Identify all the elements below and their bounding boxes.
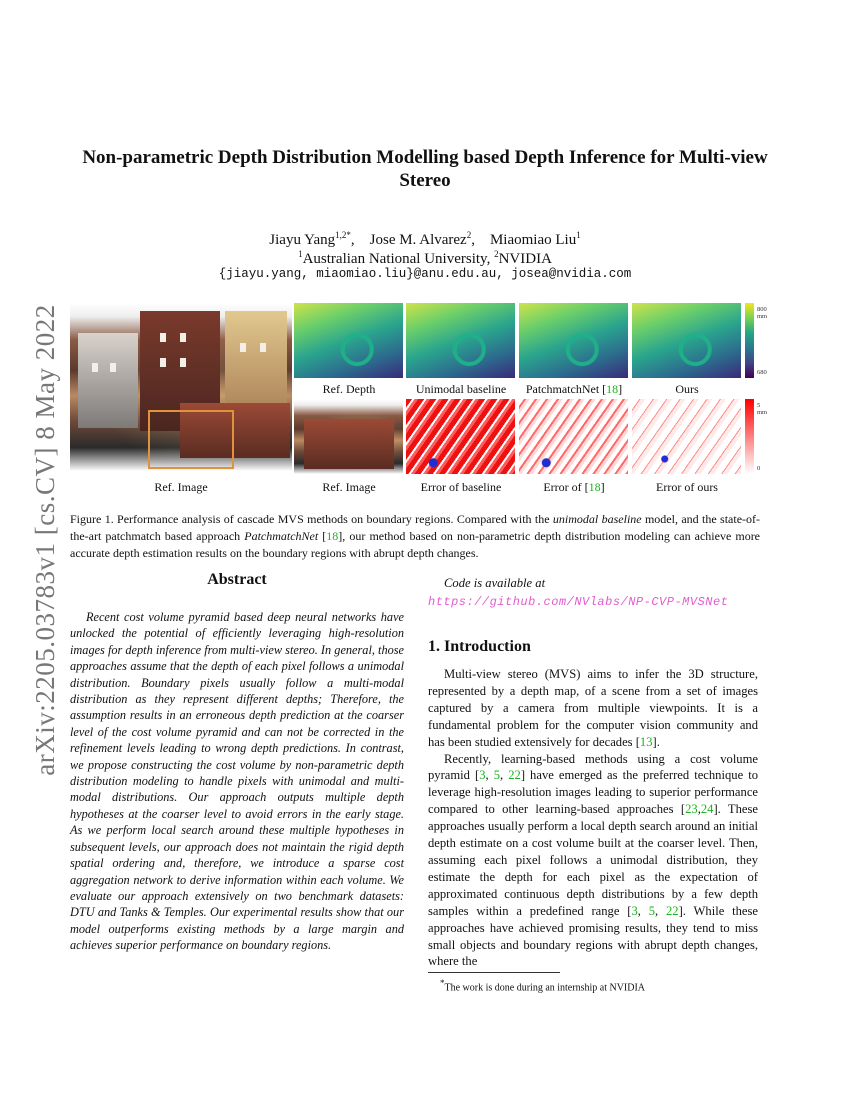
window-shape (240, 343, 246, 352)
unimodal-depth-map (406, 303, 515, 378)
author-emails: {jiayu.yang, miaomiao.liu}@anu.edu.au, josea@nvidia.com (218, 267, 632, 281)
citation-link[interactable]: 3 (479, 768, 486, 783)
label-unimodal: Unimodal baseline (415, 382, 507, 396)
label-ref-image: Ref. Image (154, 480, 208, 494)
affiliation-name: Australian National University, (302, 251, 491, 267)
caption-text: ], our method based on non-parametric depth distribution modeling can achieve more accurate depth estimation results on the boundary regions with abrupt depth changes. (70, 529, 761, 560)
intro-text: ]. These approaches usually perform a local depth search around an initial depth estimate on a cost volume built at the coarser level. Then, assuming each pixel follows a unimodal distribution, they estimate the depth for each pixel as the expectation of approximated continuous depth distributions by a few depth samples within a predefined range [ (428, 802, 758, 918)
colorbar-bottom: 0 (757, 465, 761, 472)
citation-link[interactable]: 13 (639, 734, 653, 749)
intro-text: ]. While these approaches have achieved promising results, they tend to miss small objects and boundary regions with abrupt depth changes, where the (428, 903, 758, 969)
intro-text: , (485, 768, 494, 783)
error-map-patchmatchnet (519, 399, 628, 474)
intro-text: , (655, 903, 666, 918)
footnote-text: The work is done during an internship at NVIDIA (444, 982, 646, 994)
intro-text: Recently, learning-based methods using a cost volume pyramid [ (428, 751, 758, 783)
highlight-box (148, 410, 234, 469)
caption-text: model, and the state-of-the-art patchmatch based approach (70, 512, 761, 543)
error-colorbar (745, 399, 754, 474)
intro-text: , (637, 903, 649, 918)
depth-colorbar (745, 303, 754, 378)
caption-italic: unimodal baseline (552, 512, 642, 526)
author-sup: 1 (576, 230, 581, 240)
window-shape (160, 333, 166, 342)
colorbar-unit: mm (757, 409, 768, 416)
author-list: Jiayu Yang$^{1,2*}$, Jose M. Alvarez$^2$, Miaomiao Liu$^1$ (269, 230, 581, 248)
label-patchmatchnet (519, 382, 629, 397)
citation-link[interactable]: 24 (700, 802, 714, 817)
intro-text: ] have emerged as the preferred technique to leverage high-resolution images leading to superior performance compared to other learning-based approaches [ (428, 768, 759, 817)
intro-text: ]. (652, 734, 660, 749)
window-shape (160, 358, 166, 367)
footnote-mark: * (440, 978, 445, 988)
caption-text: [ (318, 529, 327, 543)
colorbar-unit: mm (757, 313, 768, 320)
intro-text: , (697, 802, 701, 817)
window-shape (260, 343, 266, 352)
citation-link[interactable]: 22 (508, 768, 521, 783)
author-sup: 2 (466, 230, 472, 240)
colorbar-top: 5 (757, 402, 761, 409)
author-name: Jose M. Alvarez (369, 232, 467, 248)
colorbar-bottom: 680 (757, 369, 767, 376)
building-shape (304, 419, 394, 469)
label-text: PatchmatchNet [ (525, 382, 607, 396)
introduction-heading: 1. Introduction (428, 638, 531, 655)
author-sup: 1,2* (335, 230, 351, 240)
reference-image-crop (294, 399, 403, 474)
author-name: Miaomiao Liu (489, 232, 577, 248)
label-text: ] (600, 480, 605, 494)
label-ref-depth: Ref. Depth (322, 382, 376, 396)
label-text: Error of [ (543, 480, 589, 494)
label-ref-image-crop: Ref. Image (322, 480, 376, 494)
footnote (440, 978, 645, 993)
label-error-baseline: Error of baseline (420, 480, 502, 494)
patchmatchnet-depth-map (519, 303, 628, 378)
footnote-divider (428, 972, 560, 973)
intro-text: , (500, 768, 509, 783)
code-prefix: Code is available at (444, 576, 546, 590)
arxiv-identifier: arXiv:2205.03783v1 [cs.CV] 8 May 2022 (30, 304, 60, 776)
code-link[interactable]: https://github.com/NVlabs/NP-CVP-MVSNet (428, 595, 729, 609)
intro-paragraph (428, 751, 758, 971)
citation-link[interactable]: 3 (631, 903, 638, 918)
affil-sup: 1 (298, 249, 303, 259)
building-shape (78, 333, 138, 428)
intro-text: Multi-view stereo (MVS) aims to infer the 3D structure, represented by a depth map, of a scene from a set of images captured by a camera from multiple viewpoints. It is a fundamental problem for the computer vision community and has been studied extensively for decades [ (428, 667, 758, 749)
citation-link[interactable]: 22 (666, 903, 679, 918)
error-map-baseline (406, 399, 515, 474)
affiliation-name: NVIDIA (498, 251, 552, 267)
affil-sup: 2 (494, 249, 499, 259)
citation-link[interactable]: 18 (606, 382, 619, 396)
citation-link[interactable]: 18 (326, 529, 339, 543)
label-error-patchmatch (519, 480, 629, 495)
citation-link[interactable]: 5 (648, 903, 656, 918)
ref-depth-map (294, 303, 403, 378)
label-ours: Ours (675, 382, 699, 396)
window-shape (180, 333, 186, 342)
colorbar-top: 800 (757, 306, 767, 313)
introduction-body (428, 666, 758, 970)
affiliations (80, 245, 770, 269)
code-availability (428, 574, 758, 611)
error-map-ours (632, 399, 741, 474)
paper-title: Non-parametric Depth Distribution Modelling based Depth Inference for Multi-view Stereo (82, 147, 768, 191)
citation-link[interactable]: 18 (588, 480, 601, 494)
abstract-body: Recent cost volume pyramid based deep neural networks have unlocked the potential of efficiently leveraging high-resolution images for depth inference from multi-view stereo. In general, those approaches assume that the depth of each pixel follows a unimodal distribution. Boundary pixels usually follow a multi-modal distribution as they represent different depths; Therefore, the assumption results in an erroneous depth prediction at the coarser level of the cost volume pyramid and can not be corrected in the refinement levels leading to wrong depth predictions. In contrast, we propose constructing the cost volume by non-parametric depth distribution modeling to handle pixels with unimodal and multi-modal distributions. Our approach outputs multiple depth hypotheses at the coarser level to avoid errors in the early stage. As we perform local search around these multiple hypotheses in subsequent levels, our approach does not maintain the rigid depth spatial ordering and, therefore, we introduce a sparse cost aggregation network to derive information within each volume. We evaluate our approach extensively on two benchmark datasets: DTU and Tanks & Temples. Our experimental results show that our model outperforms existing methods by a large margin and achieves superior performance on boundary regions. (70, 610, 404, 953)
caption-text: Figure 1. Performance analysis of cascade MVS methods on boundary regions. Compared with the (70, 512, 553, 526)
figure-caption (70, 511, 760, 562)
window-shape (180, 358, 186, 367)
intro-paragraph (428, 666, 758, 751)
window-shape (110, 363, 116, 372)
label-error-ours: Error of ours (656, 480, 718, 494)
author-name: Jiayu Yang (269, 232, 336, 248)
abstract-heading: Abstract (207, 571, 267, 588)
citation-link[interactable]: 5 (493, 768, 501, 783)
window-shape (92, 363, 98, 372)
label-text: ] (618, 382, 623, 396)
caption-italic: PatchmatchNet (244, 529, 319, 543)
citation-link[interactable]: 23 (685, 802, 698, 817)
ours-depth-map (632, 303, 741, 378)
